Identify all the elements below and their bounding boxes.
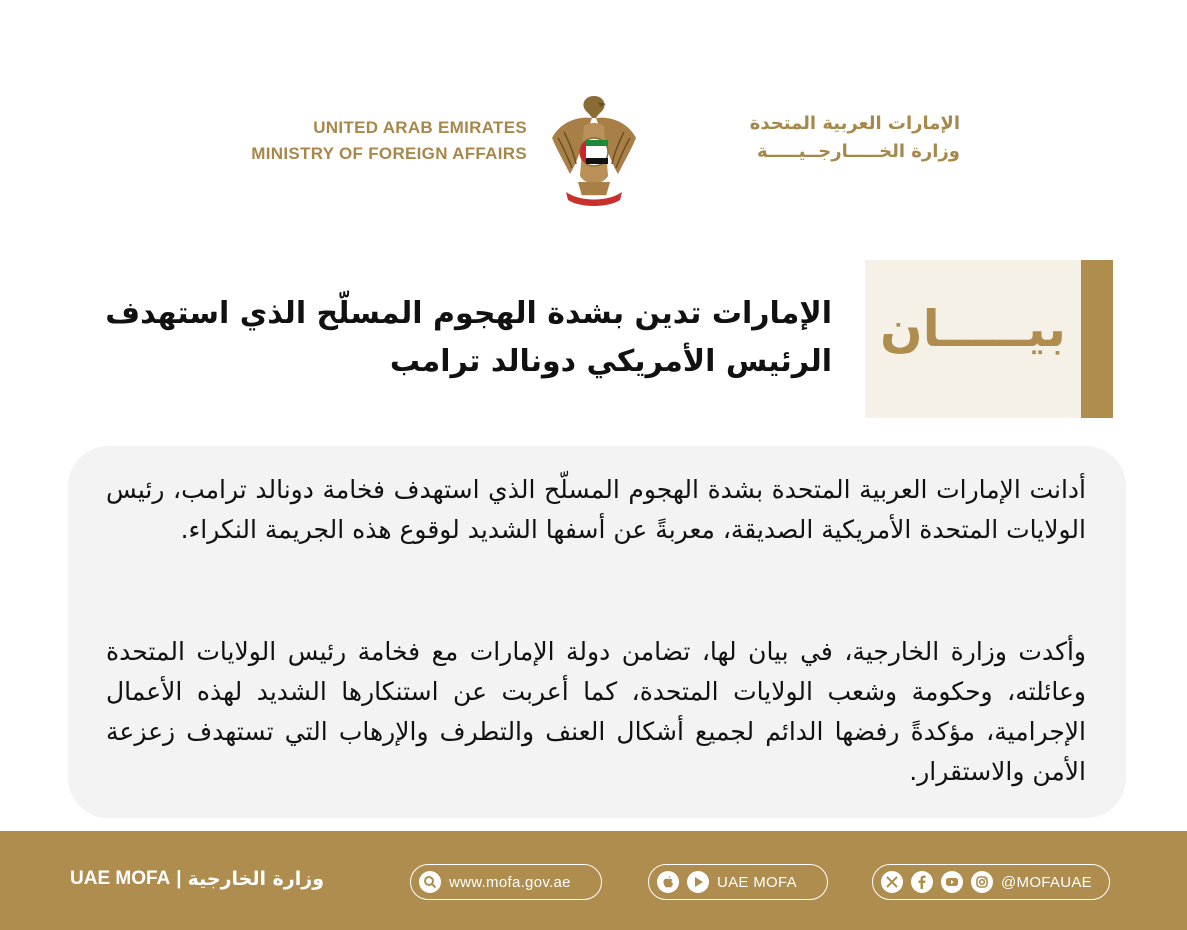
website-link[interactable] <box>410 864 602 900</box>
facebook-icon[interactable] <box>911 871 933 893</box>
social-links[interactable] <box>872 864 1110 900</box>
headline-line-2: الرئيس الأمريكي دونالد ترامب <box>389 344 832 379</box>
footer-bar <box>0 831 1187 930</box>
footer-brand <box>70 868 324 890</box>
youtube-icon[interactable] <box>941 871 963 893</box>
app-name: UAE MOFA <box>717 873 797 891</box>
headline-line-1: الإمارات تدين بشدة الهجوم المسلّح الذي استهدف <box>105 296 832 331</box>
body-paragraph-1: أدانت الإمارات العربية المتحدة بشدة الهجوم المسلّح الذي استهدف فخامة دونالد ترامب، رئيس الولايات المتحدة الأمريكية الصديقة، معربةً عن أسفها الشديد لوقوع هذه الجريمة النكراء. <box>106 475 1086 544</box>
headline <box>92 290 832 386</box>
statement-label <box>865 260 1113 418</box>
ar-line-country: الإمارات العربية المتحدة <box>749 113 960 134</box>
search-icon <box>419 871 441 893</box>
apple-icon <box>657 871 679 893</box>
footer-brand-ar: وزارة الخارجية <box>187 868 325 890</box>
social-handle: @MOFAUAE <box>1001 873 1092 891</box>
play-store-icon <box>687 871 709 893</box>
eagle-emblem-icon <box>548 92 640 208</box>
footer-brand-en: UAE MOFA <box>70 868 171 889</box>
ministry-header <box>0 88 1187 208</box>
footer-brand-separator: | <box>176 868 182 889</box>
x-icon[interactable] <box>881 871 903 893</box>
arabic-ministry-name <box>660 110 960 166</box>
instagram-icon[interactable] <box>971 871 993 893</box>
ar-line-ministry: وزارة الخـــــارجــيـــــة <box>756 141 960 162</box>
statement-label-text: بيـــــان <box>879 300 1067 358</box>
english-ministry-name <box>251 115 527 167</box>
en-line-country: UNITED ARAB EMIRATES <box>313 118 527 137</box>
website-url: www.mofa.gov.ae <box>449 873 571 891</box>
en-line-ministry: MINISTRY OF FOREIGN AFFAIRS <box>251 144 527 163</box>
label-accent-bar <box>1081 260 1113 418</box>
app-download-link[interactable] <box>648 864 828 900</box>
statement-body-card <box>68 446 1126 818</box>
body-paragraph-2: وأكدت وزارة الخارجية، في بيان لها، تضامن دولة الإمارات مع فخامة رئيس الولايات المتحدة وعائلته، وحكومة وشعب الولايات المتحدة، كما أعربت عن استنكارها الشديد لهذه الأعمال الإجرامية، مؤكدةً رفضها الدائم لجميع أشكال العنف والتطرف والإرهاب التي تستهدف زعزعة الأمن والاستقرار. <box>106 637 1086 786</box>
